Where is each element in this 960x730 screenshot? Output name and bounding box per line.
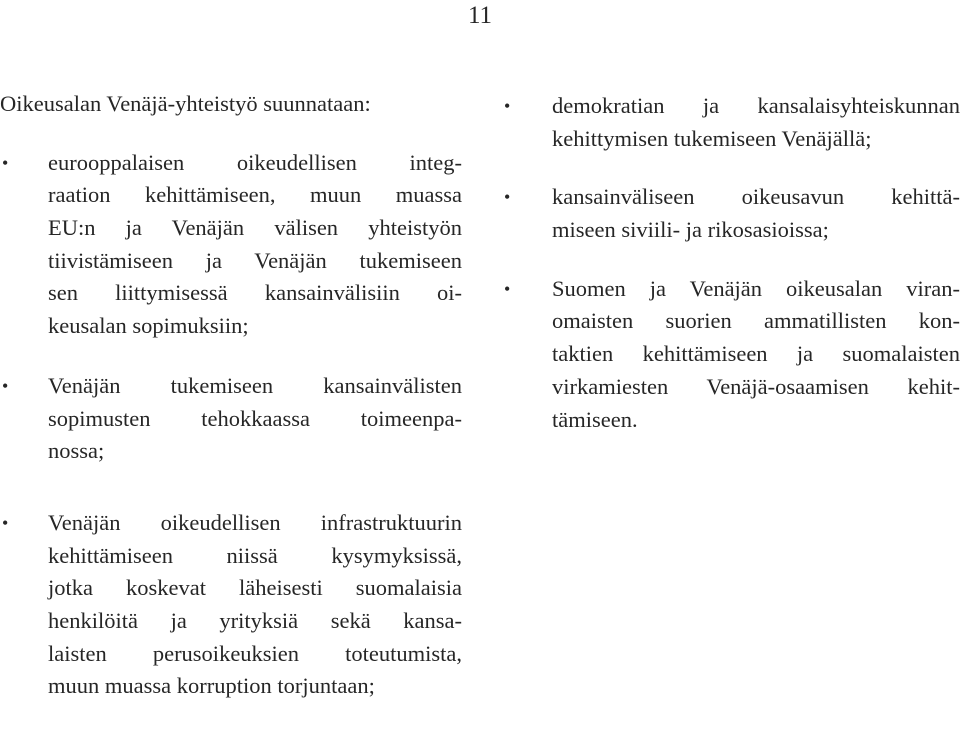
text-line: kehittämiseen niissä kysymyksissä, [48, 542, 462, 568]
right-column [504, 90, 960, 462]
text-line: laisten perusoikeuksien toteutumista, [48, 640, 462, 666]
left-column [0, 88, 462, 495]
text-line: kansainväliseen oikeusavun kehittä- [552, 184, 960, 210]
bottom-left-column [0, 507, 462, 730]
text-line: eurooppalaisen oikeudellisen integ- [48, 149, 462, 175]
list-item [504, 273, 960, 436]
bullet-dot: • [2, 375, 9, 396]
text-line: tämiseen. [552, 406, 638, 432]
list-item [0, 147, 462, 343]
list-item [0, 507, 462, 703]
text-line: Venäjän tukemiseen kansainvälisten [48, 372, 462, 398]
text-line: sen liittymisessä kansainvälisiin oi- [48, 280, 462, 306]
bullet-dot: • [504, 96, 511, 116]
text-line: nossa; [48, 438, 105, 464]
text-line: miseen siviili- ja rikosasioissa; [552, 217, 829, 243]
bullet-dot: • [2, 152, 9, 173]
list-item [504, 90, 960, 155]
text-line: virkamiesten Venäjä-osaamisen kehit- [552, 373, 960, 399]
text-line: taktien kehittämiseen ja suomalaisten [552, 341, 960, 367]
intro-heading: Oikeusalan Venäjä-yhteistyö suunnataan: [0, 91, 371, 116]
text-line: omaisten suorien ammatillisten kon- [552, 308, 960, 334]
bullet-dot: • [504, 187, 511, 208]
list-item [504, 181, 960, 246]
text-line: demokratian ja kansalaisyhteiskunnan [552, 93, 960, 118]
text-line: henkilöitä ja yrityksiä sekä kansa- [48, 608, 462, 634]
text-line: Venäjän oikeudellisen infrastruktuurin [48, 510, 462, 535]
bullet-dot: • [2, 513, 9, 533]
bullet-dot: • [504, 278, 511, 299]
text-line: muun muassa korruption torjuntaan; [48, 673, 375, 699]
list-item [0, 370, 462, 468]
text-line: EU:n ja Venäjän välisen yhteistyön [48, 215, 462, 241]
page-number: 11 [467, 2, 493, 29]
text-line: sopimusten tehokkaassa toimeenpa- [48, 405, 462, 431]
text-line: jotka koskevat läheisesti suomalaisia [48, 575, 462, 601]
text-line: keusalan sopimuksiin; [48, 313, 249, 339]
text-line: Suomen ja Venäjän oikeusalan viran- [552, 275, 960, 301]
text-line: kehittymisen tukemiseen Venäjällä; [552, 125, 872, 151]
text-line: raation kehittämiseen, muun muassa [48, 182, 462, 208]
text-line: tiivistämiseen ja Venäjän tukemiseen [48, 247, 462, 273]
